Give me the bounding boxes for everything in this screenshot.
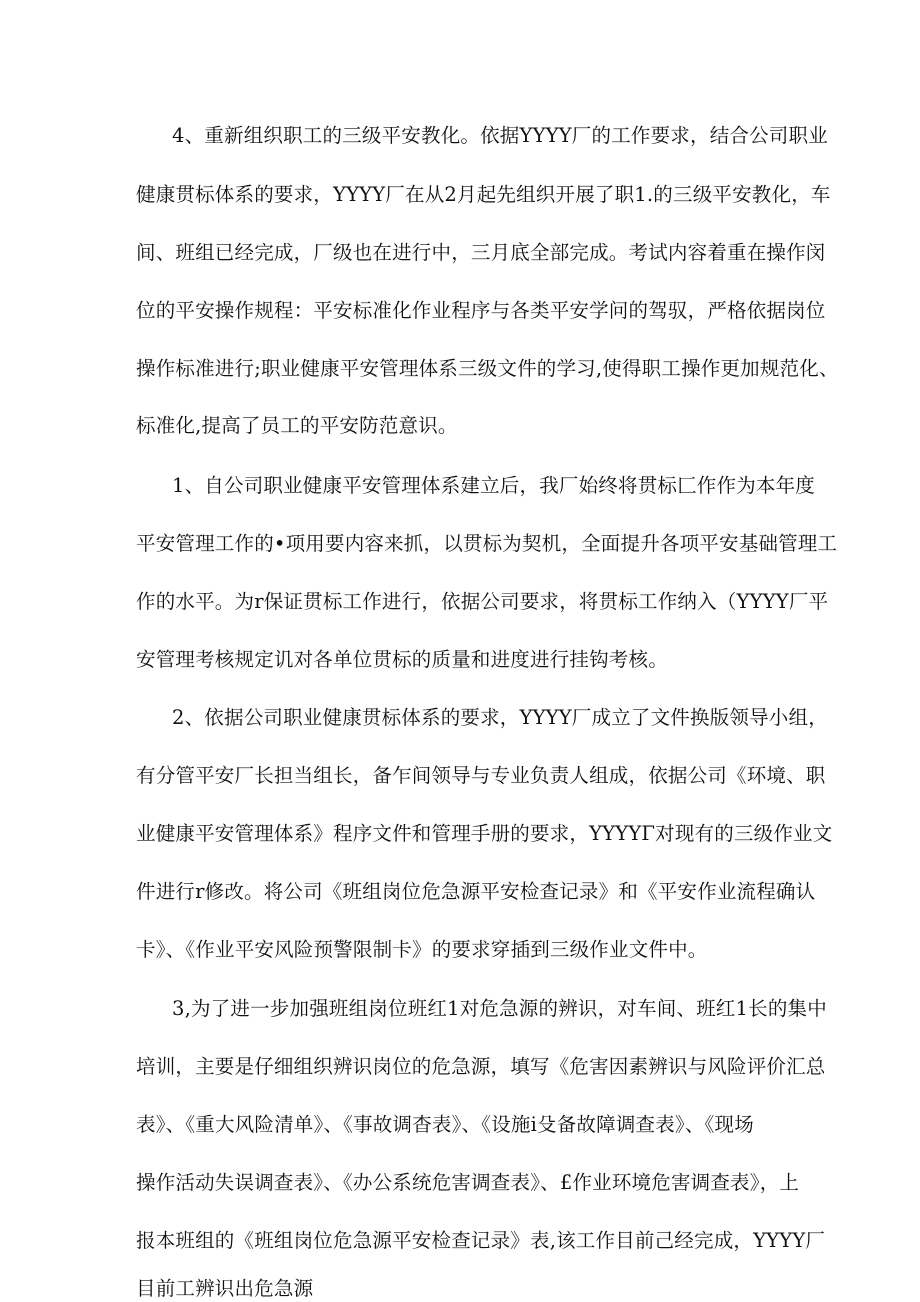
text-line: 1、自公司职业健康平安管理体系建立后，我厂始终将贯标匚作作为本年度 bbox=[172, 474, 816, 497]
text-line: 操作活动失误调查表》、《办公系统危害调查表》、£作业环境危害调查表》，上 bbox=[136, 1171, 800, 1194]
text-line: 健康贯标体系的要求，YYYY厂在从2月起先组织开展了职1.的三级平安教化，车 bbox=[136, 183, 831, 206]
text-line: 安管理考核规定讥对各单位贯标的质量和进度进行挂钩考核。 bbox=[136, 648, 668, 671]
text-line: 位的平安操作规程：平安标准化作业程序与各类平安学问的驾驭，严格依据岗位 bbox=[136, 299, 826, 322]
text-line: 培训，主要是仔细组织辨识岗位的危急源，填写《危害因素辨识与风险评价汇总 bbox=[136, 1055, 826, 1078]
text-line: 操作标准进行;职业健康平安管理体系三级文件的学习,使得职工操作更加规范化、 bbox=[136, 357, 839, 380]
text-line: 2、依据公司职业健康贯标体系的要求，YYYY厂成立了文件换版领导小组， bbox=[172, 706, 828, 729]
text-line: 间、班组已经完成，厂级也在进行中，三月底全部完成。考试内容着重在操作闵 bbox=[136, 241, 826, 264]
text-line: 件进行r修改。将公司《班组岗位危急源平安检查记录》和《平安作业流程确认 bbox=[136, 880, 816, 903]
text-line: 有分管平安厂长担当组长，备乍间领导与专业负责人组成，依据公司《环境、职 bbox=[136, 764, 826, 787]
text-line: 平安管理工作的•项用要内容来抓，以贯标为契机，全面提升各项平安基础管理工 bbox=[136, 532, 838, 555]
text-line: 作的水平。为r保证贯标工作进行，依据公司要求，将贯标工作纳入（YYYY厂平 bbox=[136, 590, 829, 613]
text-line: 业健康平安管理体系》程序文件和管理手册的要求，YYYYΓ对现有的三级作业文 bbox=[136, 822, 833, 845]
text-line: 3,为了进一步加强班组岗位班红1对危急源的辨识，对车间、班红1长的集中 bbox=[172, 997, 827, 1020]
text-line: 表》、《重大风险清单》、《事故调杳表》、《设施i殳备故障调查表》、《现场 bbox=[136, 1113, 754, 1136]
text-line: 报本班组的《班组岗位危急源平安检查记录》表,该工作目前己经完成，YYYY厂 bbox=[136, 1229, 826, 1252]
text-line: 目前工辨识出危急源 bbox=[136, 1277, 314, 1300]
text-line: 标准化,提高了员工的平安防范意识。 bbox=[136, 414, 458, 437]
text-line: 4、重新组织职工的三级平安教化。依据YYYY厂的工作要求，结合公司职业 bbox=[172, 124, 828, 147]
text-line: 卡》、《作业平安风险预警限制卡》的要求穿插到三级作业文件中。 bbox=[136, 938, 708, 961]
